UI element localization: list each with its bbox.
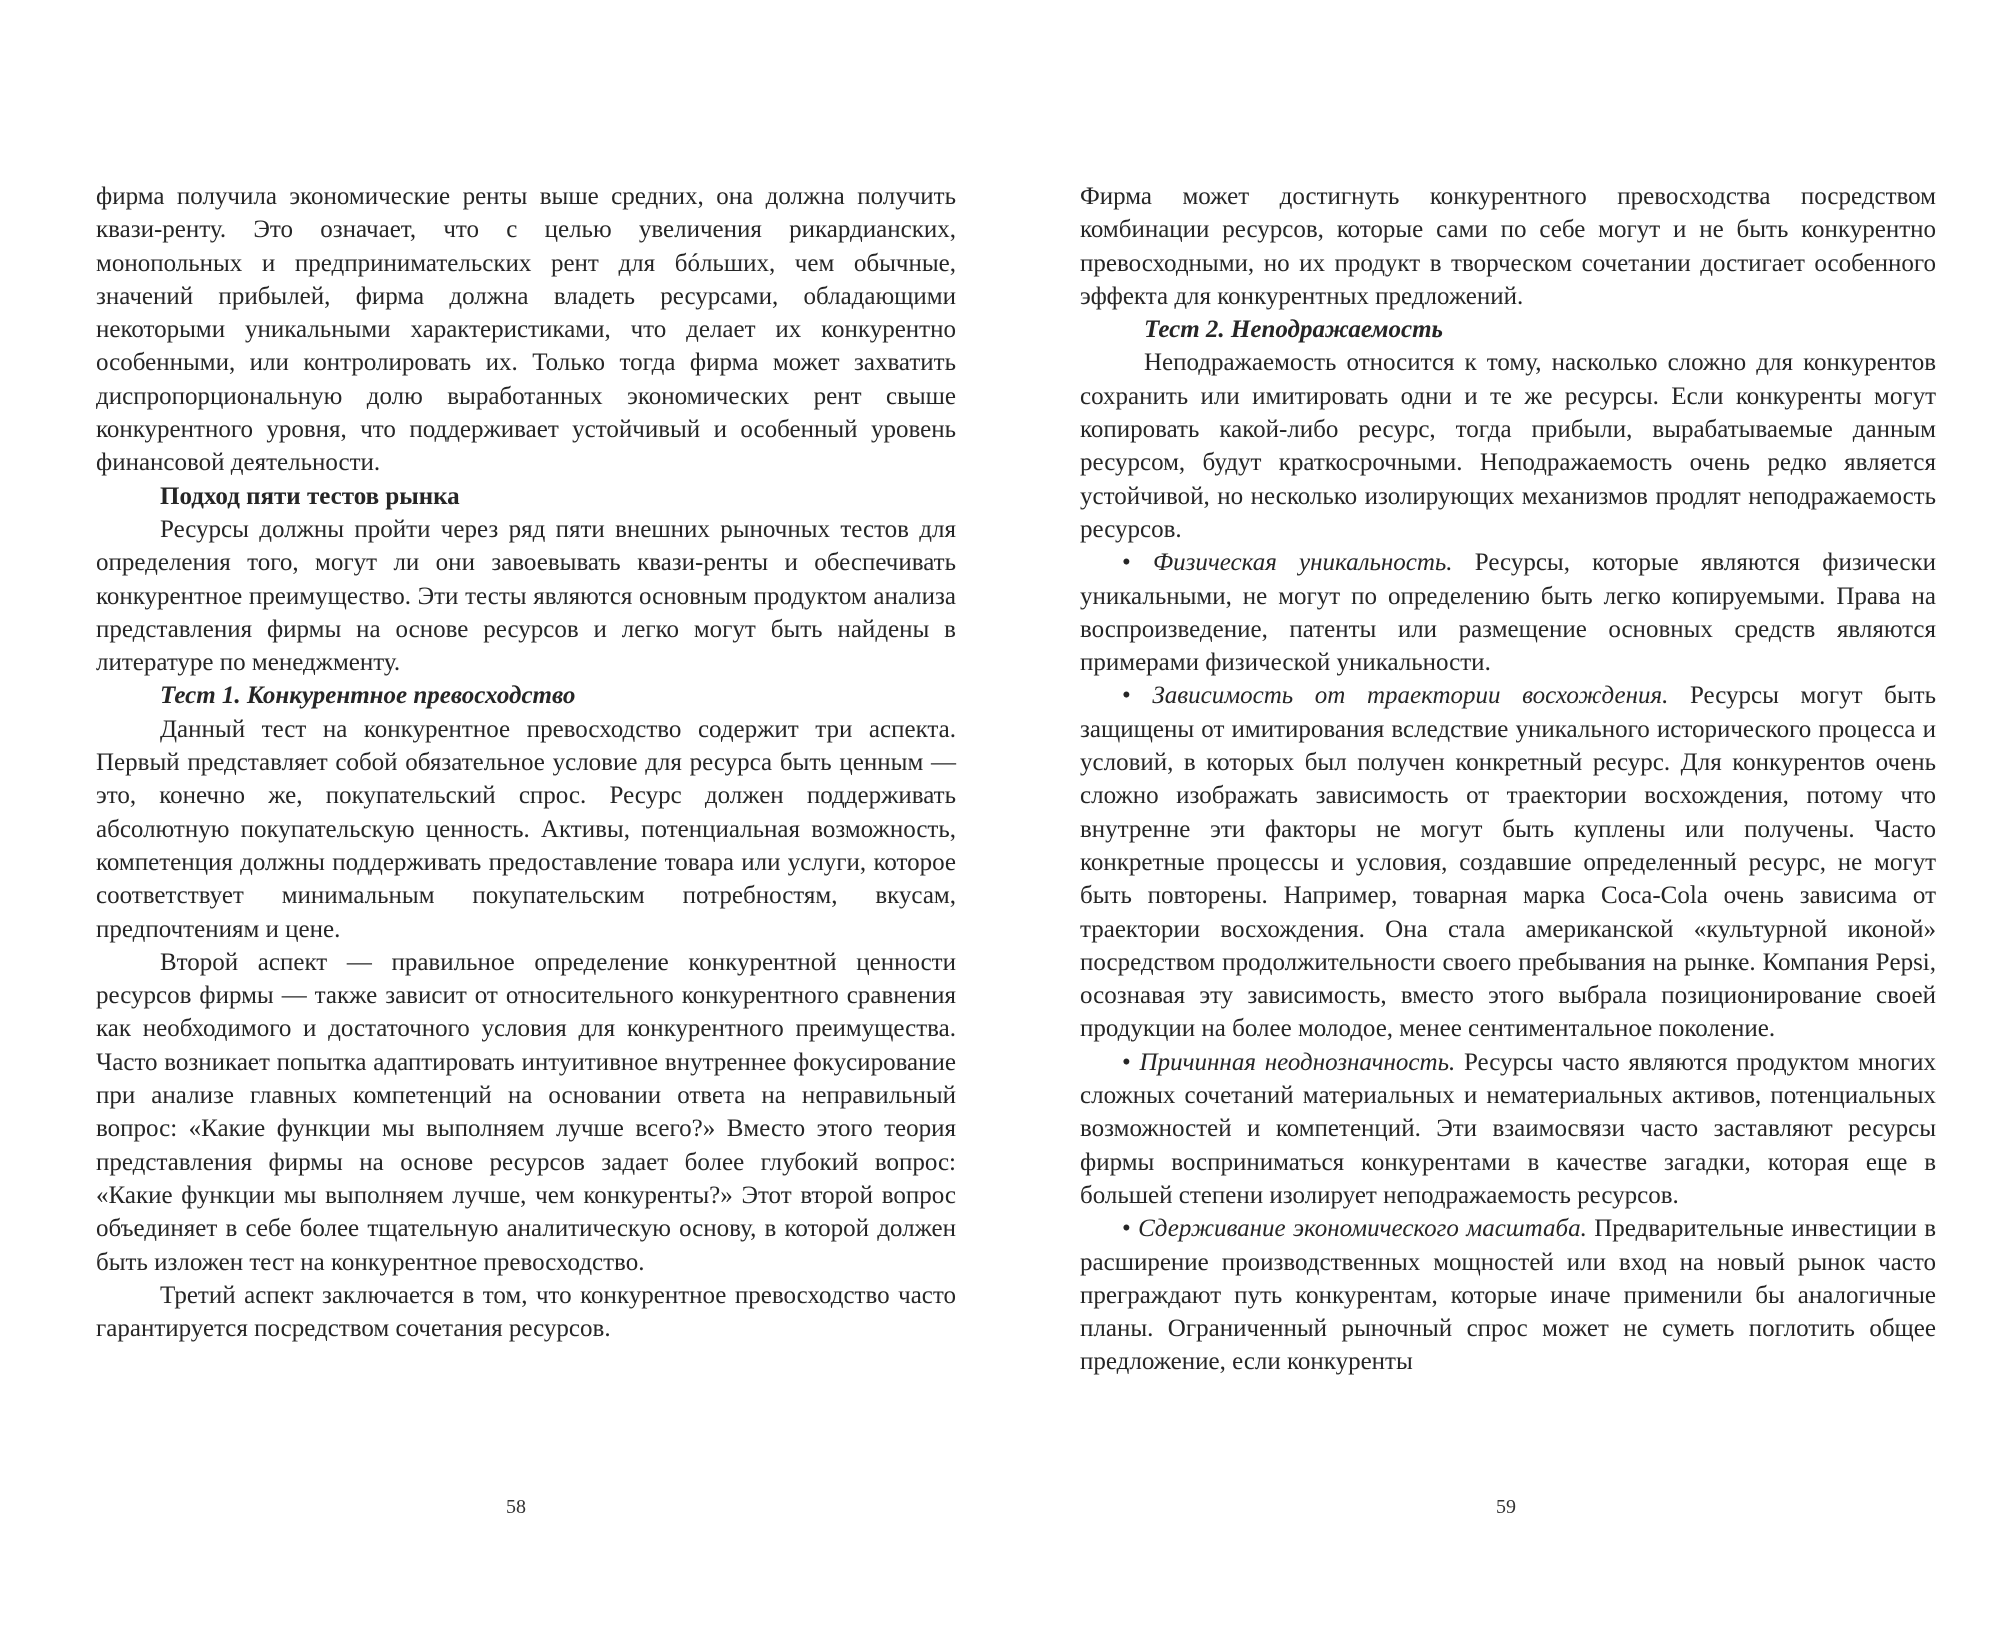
bullet-text: Ресурсы часто являются продуктом многих сложных сочетаний материальных и нематериальных активов, потенциальных возможностей и компетенций. Эти взаимосвязи часто заставляют ресурсы фирмы восприниматься конкурентами в качестве загадки, которая еще в большей степени изолирует неподражаемость ресурсов. — [1080, 1048, 1936, 1209]
bullet-item: • Причинная неоднозначность. Ресурсы часто являются продуктом многих сложных сочетаний материальных и нематериальных активов, потенциальных возможностей и компетенций. Эти взаимосвязи часто заставляют ресурсы фирмы восприниматься конкурентами в качестве загадки, которая еще в большей степени изолирует неподражаемость ресурсов. — [1080, 1048, 1936, 1209]
bullet-term: Сдерживание экономического масштаба. — [1138, 1215, 1587, 1243]
right-page — [1000, 0, 2000, 1634]
bullet-term: Физическая уникальность. — [1152, 549, 1453, 577]
bullet-text: Ресурсы могут быть защищены от имитирования вследствие уникального исторического процесса и условий, в которых был получен конкретный ресурс. Для конкурентов очень сложно изображать зависимость от траектории восхождения, потому что внутренне эти факторы не могут быть куплены или получены. Часто конкретные процессы и условия, создавшие определенный ресурс, не могут быть повторены. Например, товарная марка Coca-Cola очень зависима от траектории восхождения. Она стала американской «культурной иконой» посредством продолжительности своего пребывания на рынке. Компания Pepsi, осознавая эту зависимость, вместо этого выбрала позиционирование своей продукции на более молодое, менее сентиментальное поколение. — [1080, 682, 1937, 1043]
bullet-term: Зависимость от траектории восхождения. — [1152, 682, 1669, 710]
bullet-item: • Зависимость от траектории восхождения. Ресурсы могут быть защищены от имитирования вследствие уникального исторического процесса и условий, в которых был получен конкретный ресурс. Для конкурентов очень сложно изображать зависимость от траектории восхождения, потому что внутренне эти факторы не могут быть куплены или получены. Часто конкретные процессы и условия, создавшие определенный ресурс, не могут быть повторены. Например, товарная марка Coca-Cola очень зависима от траектории восхождения. Она стала американской «культурной иконой» посредством продолжительности своего пребывания на рынке. Компания Pepsi, осознавая эту зависимость, вместо этого выбрала позиционирование своей продукции на более молодое, менее сентиментальное поколение. — [1080, 682, 1937, 1043]
paragraph: Неподражаемость относится к тому, насколько сложно для конкурентов сохранить или имитировать одни и те же ресурсы. Если конкуренты могут копировать какой-либо ресурс, тогда прибыли, вырабатываемые данным ресурсом, будут краткосрочными. Неподражаемость очень редко является устойчивой, но несколько изолирующих механизмов продлят неподражаемость ресурсов. — [1080, 349, 1936, 543]
section-heading: Подход пяти тестов рынка — [160, 482, 460, 510]
paragraph: Фирма может достигнуть конкурентного превосходства посредством комбинации ресурсов, которые сами по себе могут и не быть конкурентно превосходными, но их продукт в творческом сочетании достигает особенного эффекта для конкурентных предложений. — [1080, 183, 1936, 310]
bullet-item: • Сдерживание экономического масштаба. Предварительные инвестиции в расширение производственных мощностей или вход на новый рынок часто преграждают путь конкурентам, которые иначе применили бы аналогичные планы. Ограниченный рыночный спрос может не суметь поглотить общее предложение, если конкуренты — [1080, 1215, 1937, 1376]
paragraph: Ресурсы должны пройти через ряд пяти внешних рыночных тестов для определения того, могут ли они завоевывать квази-ренты и обеспечивать конкурентное преимущество. Эти тесты являются основным продуктом анализа представления фирмы на основе ресурсов и легко могут быть найдены в литературе по менеджменту. — [96, 515, 956, 677]
paragraph: Данный тест на конкурентное превосходство содержит три аспекта. Первый представляет собой обязательное условие для ресурса быть ценным — это, конечно же, покупательский спрос. Ресурс должен поддерживать абсолютную покупательскую ценность. Активы, потенциальная возможность, компетенция должны поддерживать предоставление товара или услуги, которое соответствует минимальным покупательским потребностям, вкусам, предпочтениям и цене. — [96, 715, 956, 943]
left-page-text — [96, 180, 956, 1345]
page-number: 59 — [1496, 1496, 1516, 1518]
paragraph: Третий аспект заключается в том, что конкурентное превосходство часто гарантируется посредством сочетания ресурсов. — [96, 1281, 956, 1343]
test-heading: Тест 2. Неподражаемость — [1144, 316, 1443, 344]
test-heading: Тест 1. Конкурентное превосходство — [160, 682, 576, 710]
bullet-item: • Физическая уникальность. Ресурсы, которые являются физически уникальными, не могут по определению быть легко копируемыми. Права на воспроизведение, патенты или размещение основных средств являются примерами физической уникальности. — [1080, 549, 1936, 677]
bullet-text: Ресурсы, которые являются физически уникальными, не могут по определению быть легко копируемыми. Права на воспроизведение, патенты или размещение основных средств являются примерами физической уникальности. — [1080, 549, 1936, 677]
paragraph: фирма получила экономические ренты выше средних, она должна получить квази-ренту. Это означает, что с целью увеличения рикардианских, монопольных и предпринимательских рент для бóльших, чем обычные, значений прибылей, фирма должна владеть ресурсами, обладающими некоторыми уникальными характеристиками, что делает их конкурентно особенными, или контролировать их. Только тогда фирма может захватить диспропорциональную долю выработанных экономических рент свыше конкурентного уровня, что поддерживает устойчивый и особенный уровень финансовой деятельности. — [96, 183, 956, 477]
right-page-text — [1080, 180, 1936, 1379]
paragraph: Второй аспект — правильное определение конкурентной ценности ресурсов фирмы — также зависит от относительного конкурентного сравнения как необходимого и достаточного условия для конкурентного преимущества. Часто возникает попытка адаптировать интуитивное внутреннее фокусирование при анализе главных компетенций на основании ответа на неправильный вопрос: «Какие функции мы выполняем лучше всего?» Вместо этого теория представления фирмы на основе ресурсов задает более глубокий вопрос: «Какие функции мы выполняем лучше, чем конкуренты?» Этот второй вопрос объединяет в себе более тщательную аналитическую основу, в которой должен быть изложен тест на конкурентное превосходство. — [96, 948, 956, 1276]
bullet-text: Предварительные инвестиции в расширение производственных мощностей или вход на новый рынок часто преграждают путь конкурентам, которые иначе применили бы аналогичные планы. Ограниченный рыночный спрос может не суметь поглотить общее предложение, если конкуренты — [1080, 1215, 1937, 1376]
bullet-term: Причинная неоднозначность. — [1139, 1048, 1456, 1076]
page-number: 58 — [506, 1496, 526, 1518]
